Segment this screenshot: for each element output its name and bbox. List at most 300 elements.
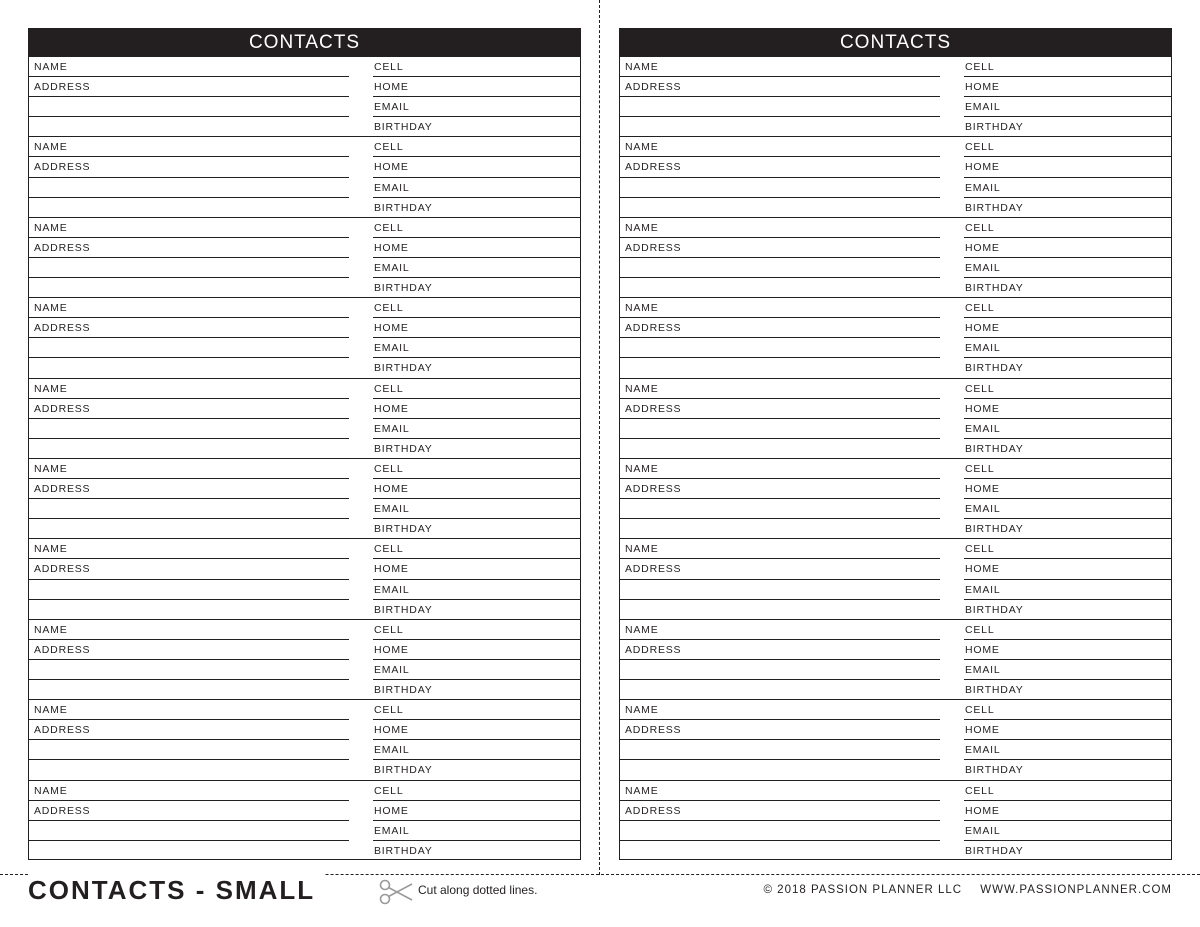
name-line[interactable] [620,379,940,399]
cell-label: CELL [374,141,404,154]
address-line[interactable] [620,238,940,258]
contact-entry [29,218,580,298]
email-line[interactable] [964,499,1171,519]
contact-entry [29,620,580,700]
email-line[interactable] [373,740,580,760]
address-label: ADDRESS [34,81,91,94]
address-label: ADDRESS [625,322,682,335]
home-label: HOME [965,724,1000,737]
address-continuation-line[interactable] [620,499,940,519]
birthday-line[interactable] [373,760,580,780]
cell-label: CELL [965,382,995,395]
address-continuation-line[interactable] [29,439,349,459]
page-header: CONTACTS [29,29,580,57]
address-label: ADDRESS [625,402,682,415]
email-label: EMAIL [965,503,1001,516]
home-line[interactable] [964,720,1171,740]
home-label: HOME [374,241,409,254]
footer-credits [750,882,1172,898]
birthday-line[interactable] [964,358,1171,378]
name-line[interactable] [620,137,940,157]
birthday-line[interactable] [373,198,580,218]
birthday-line[interactable] [373,358,580,378]
name-line[interactable] [29,379,349,399]
cell-label: CELL [965,61,995,73]
address-continuation-line[interactable] [620,680,940,700]
name-label: NAME [625,543,659,556]
home-label: HOME [374,483,409,496]
home-line[interactable] [964,479,1171,499]
name-label: NAME [34,543,68,556]
home-label: HOME [965,483,1000,496]
home-label: HOME [374,402,409,415]
email-label: EMAIL [374,101,410,114]
home-line[interactable] [964,801,1171,821]
address-continuation-line[interactable] [620,821,940,841]
email-label: EMAIL [374,744,410,757]
contact-entry [620,137,1171,217]
email-line[interactable] [964,660,1171,680]
address-line[interactable] [29,640,349,660]
email-label: EMAIL [965,261,1001,274]
contact-entry [620,539,1171,619]
cell-label: CELL [374,704,404,717]
address-continuation-line[interactable] [29,519,349,539]
cell-line[interactable] [373,700,580,720]
name-line[interactable] [620,57,940,77]
email-line[interactable] [373,338,580,358]
page-header: CONTACTS [620,29,1171,57]
address-continuation-line[interactable] [29,821,349,841]
cell-label: CELL [374,221,404,234]
cell-label: CELL [374,382,404,395]
address-line[interactable] [29,399,349,419]
email-line[interactable] [964,821,1171,841]
name-line[interactable] [620,459,940,479]
email-line[interactable] [964,97,1171,117]
address-label: ADDRESS [34,724,91,737]
address-continuation-line[interactable] [29,660,349,680]
address-continuation-line[interactable] [620,358,940,378]
address-label: ADDRESS [625,483,682,496]
contact-entry [29,137,580,217]
cell-line[interactable] [964,218,1171,238]
home-label: HOME [965,241,1000,254]
cell-line[interactable] [964,539,1171,559]
cell-label: CELL [374,462,404,475]
contact-entry [620,620,1171,700]
home-label: HOME [374,322,409,335]
name-label: NAME [625,141,659,154]
contact-entry [29,700,580,780]
birthday-label: BIRTHDAY [374,201,433,214]
birthday-line[interactable] [964,439,1171,459]
cell-line[interactable] [964,57,1171,77]
address-line[interactable] [620,77,940,97]
email-line[interactable] [373,499,580,519]
footer-title: CONTACTS - SMALL [28,872,325,908]
cell-label: CELL [374,61,404,73]
name-label: NAME [625,704,659,717]
email-line[interactable] [373,580,580,600]
cell-line[interactable] [373,218,580,238]
birthday-line[interactable] [964,600,1171,620]
name-line[interactable] [29,218,349,238]
address-label: ADDRESS [625,563,682,576]
address-label: ADDRESS [34,643,91,656]
address-continuation-line[interactable] [620,660,940,680]
contact-entry [620,459,1171,539]
birthday-label: BIRTHDAY [374,442,433,455]
address-continuation-line[interactable] [620,519,940,539]
birthday-line[interactable] [964,198,1171,218]
home-label: HOME [374,804,409,817]
address-label: ADDRESS [625,161,682,174]
birthday-label: BIRTHDAY [374,684,433,697]
email-line[interactable] [373,178,580,198]
birthday-line[interactable] [964,117,1171,137]
birthday-label: BIRTHDAY [965,201,1024,214]
address-continuation-line[interactable] [620,178,940,198]
address-label: ADDRESS [34,241,91,254]
email-label: EMAIL [965,101,1001,114]
email-line[interactable] [964,338,1171,358]
name-line[interactable] [620,218,940,238]
name-line[interactable] [620,620,940,640]
birthday-label: BIRTHDAY [374,362,433,375]
address-line[interactable] [620,640,940,660]
home-line[interactable] [964,77,1171,97]
scissors-icon [378,878,414,906]
home-line[interactable] [373,640,580,660]
cell-line[interactable] [964,700,1171,720]
cell-label: CELL [374,543,404,556]
home-line[interactable] [964,318,1171,338]
email-line[interactable] [964,580,1171,600]
cell-label: CELL [965,221,995,234]
home-line[interactable] [964,640,1171,660]
address-continuation-line[interactable] [620,117,940,137]
cell-label: CELL [965,462,995,475]
birthday-label: BIRTHDAY [374,764,433,777]
birthday-line[interactable] [373,117,580,137]
name-label: NAME [34,221,68,234]
birthday-line[interactable] [373,841,580,861]
contact-entry [29,781,580,861]
cell-line[interactable] [964,459,1171,479]
name-label: NAME [625,623,659,636]
birthday-label: BIRTHDAY [965,362,1024,375]
address-line[interactable] [620,801,940,821]
address-label: ADDRESS [625,724,682,737]
address-line[interactable] [29,77,349,97]
cell-line[interactable] [964,781,1171,801]
email-line[interactable] [964,258,1171,278]
address-continuation-line[interactable] [29,278,349,298]
birthday-line[interactable] [373,519,580,539]
entries-list [620,57,1171,861]
cell-line[interactable] [373,459,580,479]
email-label: EMAIL [374,261,410,274]
address-continuation-line[interactable] [620,97,940,117]
name-line[interactable] [29,137,349,157]
address-continuation-line[interactable] [620,198,940,218]
email-label: EMAIL [965,181,1001,194]
home-line[interactable] [373,720,580,740]
cell-label: CELL [965,704,995,717]
name-label: NAME [34,623,68,636]
name-label: NAME [34,784,68,797]
home-label: HOME [965,161,1000,174]
address-line[interactable] [620,479,940,499]
birthday-line[interactable] [964,278,1171,298]
email-line[interactable] [964,178,1171,198]
vertical-cut-line [599,0,600,875]
home-label: HOME [374,724,409,737]
birthday-label: BIRTHDAY [374,121,433,134]
name-label: NAME [34,61,68,73]
cell-line[interactable] [964,620,1171,640]
name-line[interactable] [29,539,349,559]
contact-entry [620,379,1171,459]
address-line[interactable] [29,238,349,258]
home-label: HOME [965,81,1000,94]
address-line[interactable] [620,559,940,579]
contacts-page-right [619,28,1172,860]
birthday-label: BIRTHDAY [965,282,1024,295]
email-line[interactable] [373,821,580,841]
address-label: ADDRESS [625,643,682,656]
contacts-page-left [28,28,581,860]
name-line[interactable] [620,298,940,318]
email-label: EMAIL [965,422,1001,435]
cut-instruction: Cut along dotted lines. [418,883,538,897]
address-line[interactable] [29,720,349,740]
contact-entry [620,700,1171,780]
birthday-label: BIRTHDAY [965,523,1024,536]
address-line[interactable] [620,720,940,740]
cell-line[interactable] [373,781,580,801]
cell-line[interactable] [373,539,580,559]
address-label: ADDRESS [625,241,682,254]
birthday-label: BIRTHDAY [374,844,433,857]
birthday-line[interactable] [373,439,580,459]
name-label: NAME [625,784,659,797]
name-line[interactable] [29,781,349,801]
name-label: NAME [34,382,68,395]
address-continuation-line[interactable] [29,499,349,519]
website-text: WWW.PASSIONPLANNER.COM [980,884,1172,896]
home-label: HOME [374,643,409,656]
cell-label: CELL [374,302,404,315]
home-line[interactable] [373,238,580,258]
email-line[interactable] [964,740,1171,760]
address-label: ADDRESS [34,161,91,174]
home-line[interactable] [373,157,580,177]
name-label: NAME [34,141,68,154]
name-label: NAME [625,302,659,315]
birthday-label: BIRTHDAY [965,764,1024,777]
home-line[interactable] [964,238,1171,258]
address-continuation-line[interactable] [620,580,940,600]
birthday-label: BIRTHDAY [965,684,1024,697]
name-line[interactable] [620,700,940,720]
email-label: EMAIL [374,503,410,516]
cell-line[interactable] [373,620,580,640]
cell-line[interactable] [373,379,580,399]
home-line[interactable] [964,559,1171,579]
birthday-line[interactable] [373,680,580,700]
email-label: EMAIL [965,663,1001,676]
address-line[interactable] [620,157,940,177]
home-line[interactable] [373,77,580,97]
email-label: EMAIL [374,342,410,355]
birthday-label: BIRTHDAY [965,844,1024,857]
address-continuation-line[interactable] [29,258,349,278]
cell-label: CELL [374,784,404,797]
address-continuation-line[interactable] [29,740,349,760]
name-label: NAME [34,302,68,315]
home-line[interactable] [373,559,580,579]
address-continuation-line[interactable] [620,600,940,620]
address-line[interactable] [29,801,349,821]
address-line[interactable] [29,157,349,177]
cell-label: CELL [965,302,995,315]
address-line[interactable] [620,399,940,419]
address-continuation-line[interactable] [620,841,940,861]
email-label: EMAIL [965,583,1001,596]
email-label: EMAIL [965,342,1001,355]
cell-line[interactable] [964,298,1171,318]
name-label: NAME [34,704,68,717]
home-label: HOME [374,81,409,94]
name-line[interactable] [29,620,349,640]
cell-line[interactable] [964,137,1171,157]
address-label: ADDRESS [34,804,91,817]
home-line[interactable] [373,479,580,499]
address-continuation-line[interactable] [29,358,349,378]
contact-entry [620,781,1171,861]
address-label: ADDRESS [625,804,682,817]
home-line[interactable] [373,318,580,338]
address-continuation-line[interactable] [29,580,349,600]
address-label: ADDRESS [34,483,91,496]
address-continuation-line[interactable] [29,97,349,117]
home-label: HOME [374,563,409,576]
email-line[interactable] [964,419,1171,439]
contact-entry [29,539,580,619]
address-line[interactable] [29,559,349,579]
name-label: NAME [625,462,659,475]
home-line[interactable] [964,157,1171,177]
address-continuation-line[interactable] [29,680,349,700]
address-continuation-line[interactable] [620,278,940,298]
cell-label: CELL [374,623,404,636]
cell-label: CELL [965,784,995,797]
address-continuation-line[interactable] [29,760,349,780]
email-label: EMAIL [965,824,1001,837]
address-label: ADDRESS [34,322,91,335]
birthday-line[interactable] [964,760,1171,780]
email-label: EMAIL [374,663,410,676]
cell-label: CELL [965,623,995,636]
address-continuation-line[interactable] [29,117,349,137]
name-line[interactable] [29,57,349,77]
cell-line[interactable] [964,379,1171,399]
cell-line[interactable] [373,57,580,77]
address-line[interactable] [620,318,940,338]
name-line[interactable] [29,459,349,479]
address-continuation-line[interactable] [29,841,349,861]
email-line[interactable] [373,660,580,680]
birthday-line[interactable] [964,680,1171,700]
home-line[interactable] [373,399,580,419]
cell-line[interactable] [373,298,580,318]
birthday-label: BIRTHDAY [965,442,1024,455]
name-label: NAME [625,382,659,395]
contact-entry [620,57,1171,137]
home-line[interactable] [373,801,580,821]
address-label: ADDRESS [34,563,91,576]
address-continuation-line[interactable] [620,740,940,760]
birthday-line[interactable] [964,841,1171,861]
contact-entry [29,57,580,137]
address-continuation-line[interactable] [29,178,349,198]
birthday-line[interactable] [373,600,580,620]
email-label: EMAIL [374,824,410,837]
address-label: ADDRESS [625,81,682,94]
address-line[interactable] [29,318,349,338]
address-continuation-line[interactable] [620,760,940,780]
address-continuation-line[interactable] [620,439,940,459]
home-label: HOME [965,643,1000,656]
birthday-label: BIRTHDAY [374,523,433,536]
home-label: HOME [965,563,1000,576]
birthday-label: BIRTHDAY [965,603,1024,616]
birthday-line[interactable] [964,519,1171,539]
address-continuation-line[interactable] [29,338,349,358]
home-label: HOME [374,161,409,174]
address-line[interactable] [29,479,349,499]
home-line[interactable] [964,399,1171,419]
birthday-line[interactable] [373,278,580,298]
name-line[interactable] [620,539,940,559]
address-continuation-line[interactable] [620,338,940,358]
email-line[interactable] [373,258,580,278]
name-line[interactable] [620,781,940,801]
address-label: ADDRESS [34,402,91,415]
cell-label: CELL [965,543,995,556]
name-line[interactable] [29,700,349,720]
address-continuation-line[interactable] [620,258,940,278]
entries-list [29,57,580,861]
email-line[interactable] [373,97,580,117]
contact-entry [620,218,1171,298]
email-label: EMAIL [374,422,410,435]
email-label: EMAIL [374,181,410,194]
name-line[interactable] [29,298,349,318]
address-continuation-line[interactable] [620,419,940,439]
address-continuation-line[interactable] [29,198,349,218]
address-continuation-line[interactable] [29,419,349,439]
contact-entry [29,379,580,459]
home-label: HOME [965,402,1000,415]
birthday-label: BIRTHDAY [965,121,1024,134]
email-label: EMAIL [965,744,1001,757]
address-continuation-line[interactable] [29,600,349,620]
cell-line[interactable] [373,137,580,157]
email-line[interactable] [373,419,580,439]
